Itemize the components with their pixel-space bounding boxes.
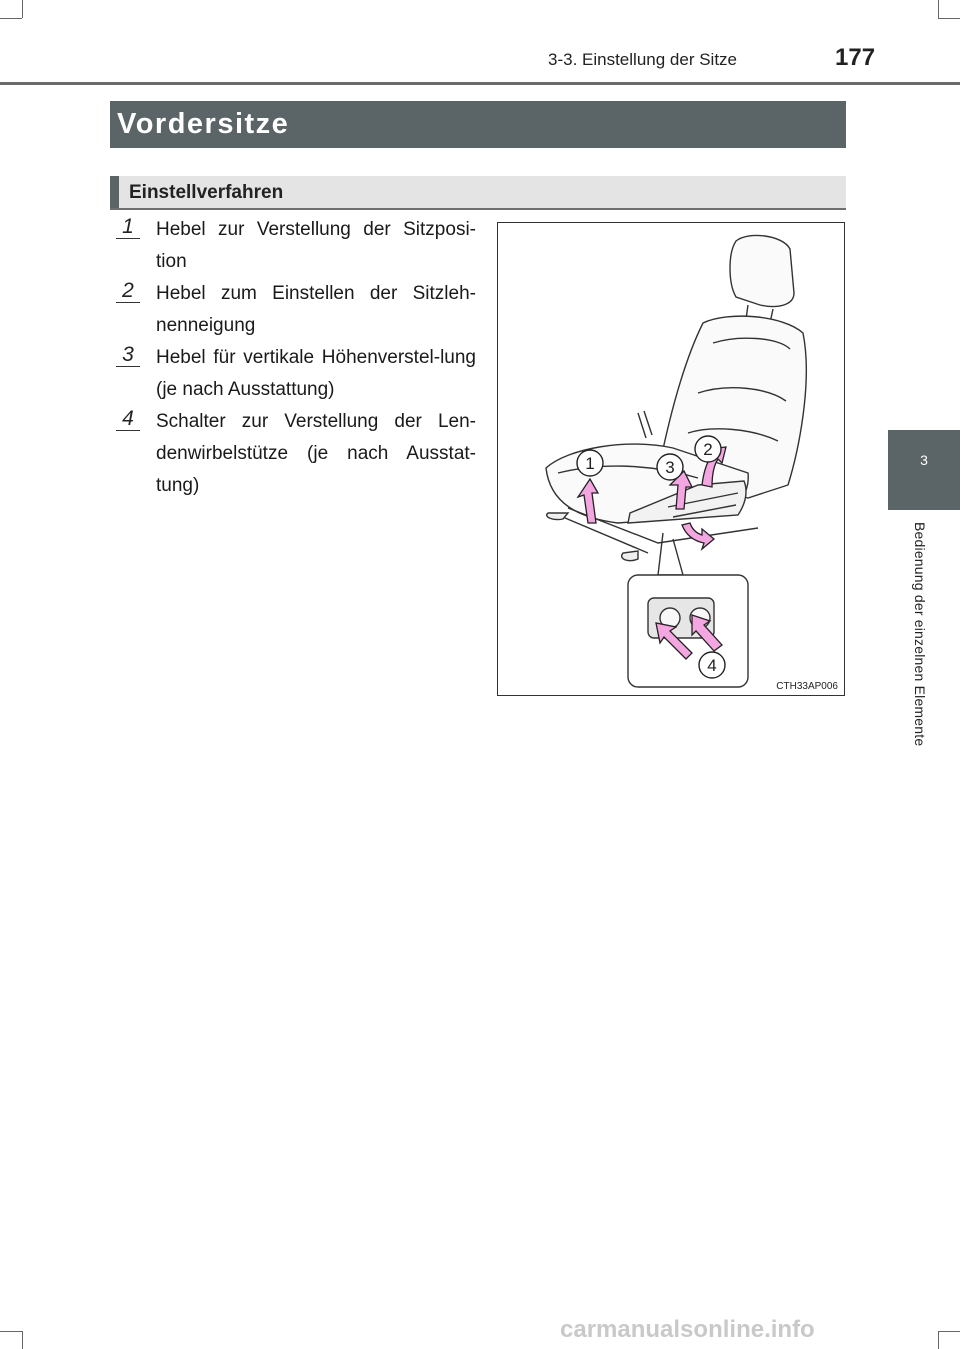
item-text: Hebel zur Verstellung der Sitzposi-tion <box>156 219 476 272</box>
crop-mark <box>22 0 23 18</box>
seat-drawing <box>498 223 844 695</box>
crop-mark <box>938 18 960 19</box>
callout-1: 1 <box>585 454 595 473</box>
item-number: 2 <box>116 280 140 303</box>
item-number: 1 <box>116 216 140 239</box>
callout-4: 4 <box>707 656 717 675</box>
seat-illustration <box>497 222 845 696</box>
section-heading: Einstellverfahren <box>129 182 284 203</box>
section-heading-bar <box>110 176 846 210</box>
item-number: 3 <box>116 344 140 367</box>
page-number: 177 <box>835 44 876 71</box>
crop-mark <box>0 1331 22 1332</box>
item-number: 4 <box>116 408 140 431</box>
section-accent <box>110 176 119 208</box>
callout-2: 2 <box>703 440 713 459</box>
chapter-number: 3 <box>920 452 928 468</box>
crop-mark <box>0 18 22 19</box>
crop-mark <box>938 0 939 18</box>
watermark: carmanualsonline.info <box>560 1316 815 1343</box>
item-text: Hebel für vertikale Höhenverstel-lung (je nach Ausstattung) <box>156 347 476 400</box>
crop-mark <box>22 1331 23 1349</box>
chapter-tab <box>888 430 960 510</box>
item-text: Hebel zum Einstellen der Sitzleh-nenneigung <box>156 283 476 336</box>
callout-3: 3 <box>665 458 675 477</box>
item-text: Schalter zur Verstellung der Len-denwirbelstütze (je nach Ausstat-tung) <box>156 411 476 496</box>
chapter-label: Bedienung der einzelnen Elemente <box>912 522 928 747</box>
crop-mark <box>938 1331 960 1332</box>
page-title: Vordersitze <box>110 101 846 148</box>
crop-mark <box>938 1331 939 1349</box>
figure-code: CTH33AP006 <box>776 681 838 692</box>
header-rule <box>0 82 960 85</box>
running-header: 3-3. Einstellung der Sitze <box>548 50 737 69</box>
